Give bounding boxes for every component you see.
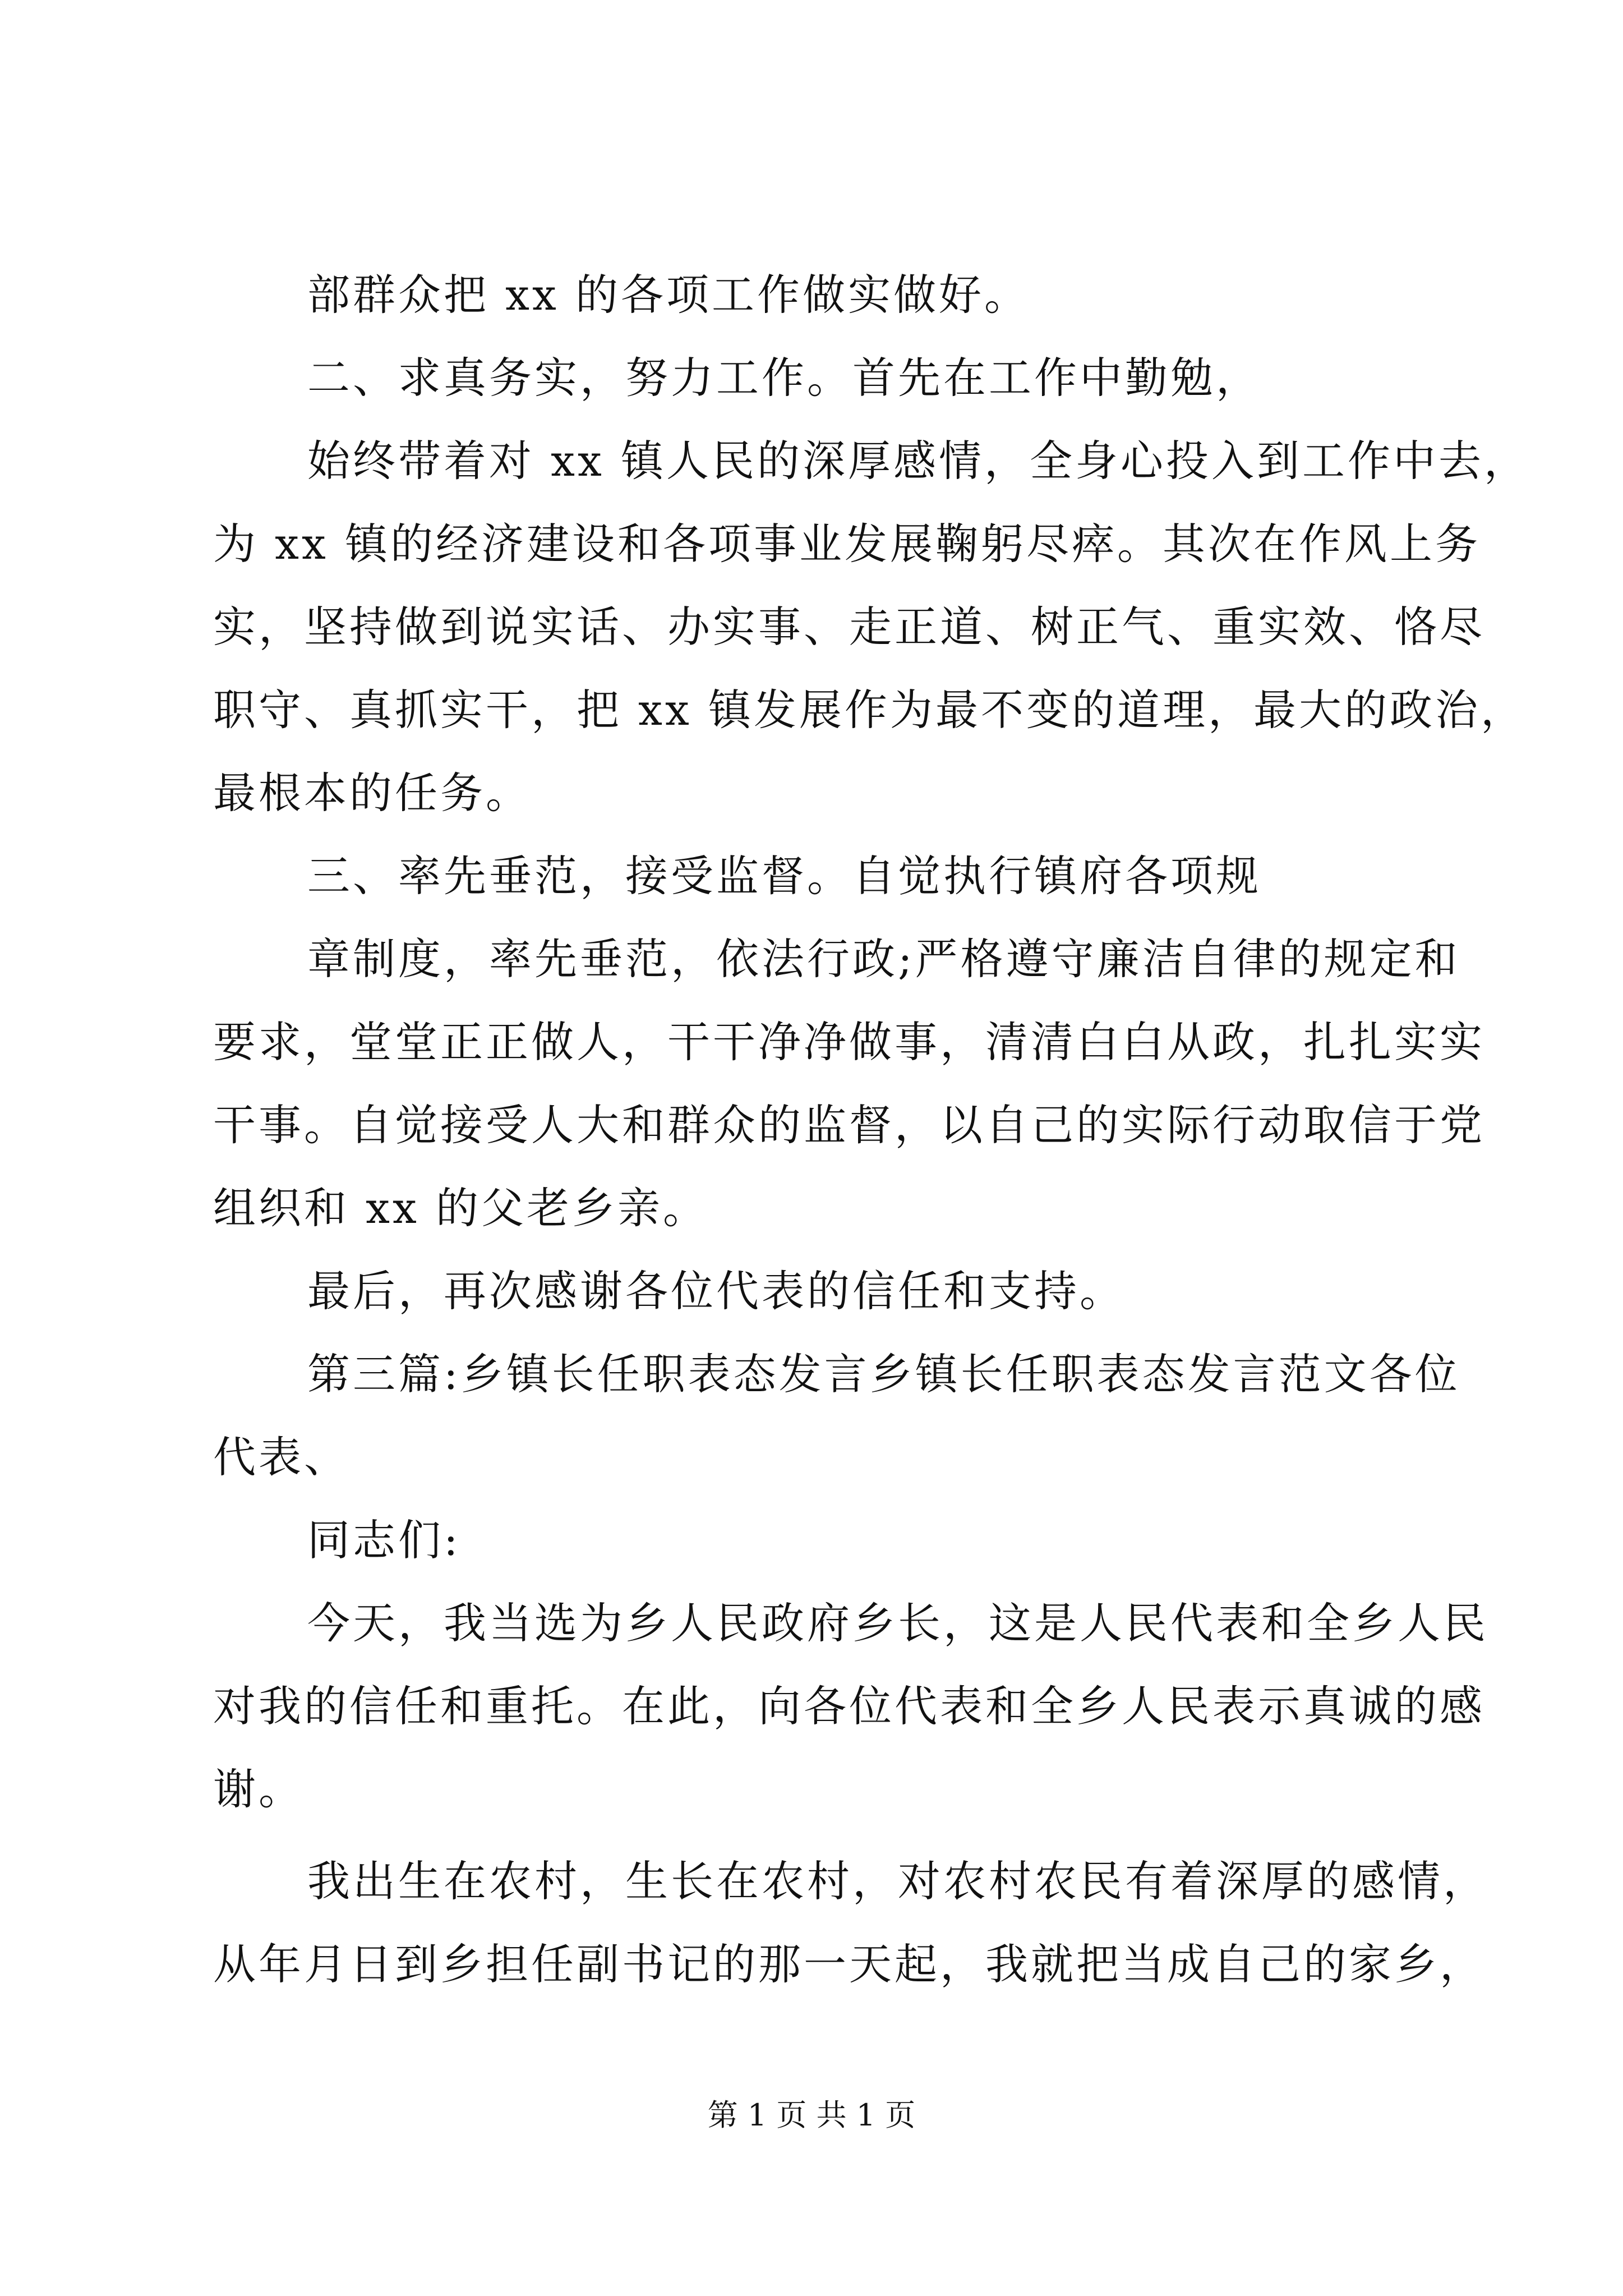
text-line: 最根本的任务。	[213, 768, 531, 818]
text-line: 第三篇:乡镇长任职表态发言乡镇长任职表态发言范文各位	[307, 1349, 1460, 1399]
text-line: 章制度，率先垂范，依法行政;严格遵守廉洁自律的规定和	[307, 934, 1460, 984]
text-line: 干事。自觉接受人大和群众的监督，以自己的实际行动取信于党	[213, 1100, 1485, 1150]
text-line: 始终带着对 xx 镇人民的深厚感情，全身心投入到工作中去，	[307, 436, 1530, 486]
text-line: 为 xx 镇的经济建设和各项事业发展鞠躬尽瘁。其次在作风上务	[213, 519, 1481, 569]
text-line: 最后，再次感谢各位代表的信任和支持。	[307, 1266, 1125, 1316]
text-line: 对我的信任和重托。在此，向各位代表和全乡人民表示真诚的感	[213, 1681, 1485, 1731]
page-footer: 第 1 页 共 1 页	[707, 2097, 916, 2133]
text-line: 职守、真抓实干，把 xx 镇发展作为最不变的道理，最大的政治，	[213, 685, 1527, 735]
text-line: 组织和 xx 的父老乡亲。	[213, 1183, 709, 1233]
text-line: 要求，堂堂正正做人，干干净净做事，清清白白从政，扎扎实实	[213, 1017, 1485, 1067]
text-line: 我出生在农村，生长在农村，对农村农民有着深厚的感情，	[307, 1856, 1488, 1906]
text-line: 部群众把 xx 的各项工作做实做好。	[307, 270, 1030, 320]
text-line: 谢。	[213, 1764, 304, 1814]
text-line: 从年月日到乡担任副书记的那一天起，我就把当成自己的家乡，	[213, 1939, 1485, 1989]
text-line: 今天，我当选为乡人民政府乡长，这是人民代表和全乡人民	[307, 1598, 1488, 1648]
text-line: 实，坚持做到说实话、办实事、走正道、树正气、重实效、恪尽	[213, 602, 1485, 652]
text-line: 三、率先垂范，接受监督。自觉执行镇府各项规	[307, 851, 1261, 901]
text-line: 同志们:	[307, 1515, 461, 1565]
text-line: 代表、	[213, 1432, 349, 1482]
text-line: 二、求真务实，努力工作。首先在工作中勤勉，	[307, 353, 1261, 403]
